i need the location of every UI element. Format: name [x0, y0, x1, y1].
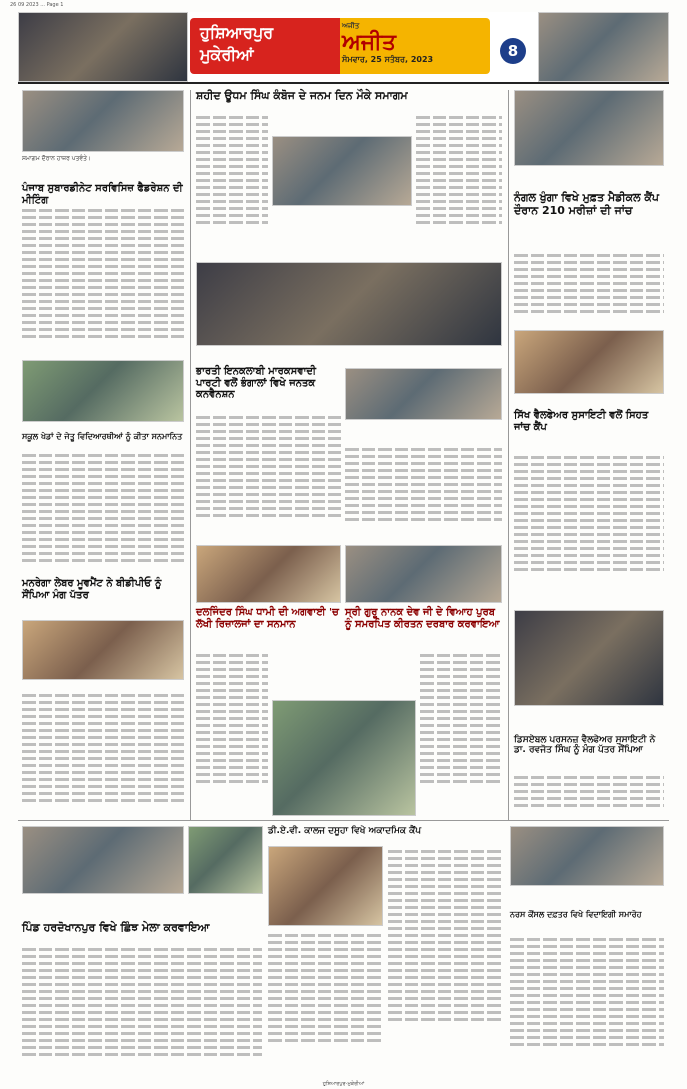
- story-text: [416, 112, 502, 262]
- story-text: [196, 650, 268, 818]
- story-photo: [196, 262, 502, 346]
- masthead-left-title: ਹੁਸ਼ਿਆਰਪੁਰ ਮੁਕੇਰੀਆਂ: [200, 23, 274, 64]
- masthead-photo-right: [538, 12, 669, 82]
- column-rule: [190, 90, 191, 820]
- story-photo: [514, 330, 664, 394]
- section-rule: [18, 820, 669, 821]
- story-text: [345, 444, 502, 538]
- story-photo: [188, 826, 263, 894]
- story-photo: [22, 620, 184, 680]
- headline-s7: ਸਿੱਖ ਵੈਲਫੇਅਰ ਸੁਸਾਇਟੀ ਵਲੋਂ ਸਿਹਤ ਜਾਂਚ ਕੈਂਪ: [514, 410, 649, 433]
- story-photo: [196, 545, 341, 603]
- headline-s10: ਡਿਸਏਬਲ ਪਰਸਨਜ਼ ਵੈਲਫੇਅਰ ਸੁਸਾਇਟੀ ਨੇ ਡਾ. ਰਵਜੋਤ ਸਿੰਘ ਨੂੰ ਮੰਗ ਪੱਤਰ ਸੌਂਪਿਆ: [514, 735, 656, 756]
- masthead-photo-left: [18, 12, 188, 82]
- paper-title: ਅਜੀਤ: [342, 30, 396, 55]
- print-strip: 26 09 2023 ... Page 1: [10, 2, 64, 8]
- headline-s11: ਪਿੰਡ ਹਰਦੋਖਾਨਪੁਰ ਵਿਖੇ ਛਿੰਝ ਮੇਲਾ ਕਰਵਾਇਆ: [22, 921, 210, 934]
- story-text: [268, 930, 383, 1074]
- story-photo: [272, 700, 416, 816]
- story-text: [22, 690, 184, 818]
- story-text: [22, 450, 184, 572]
- column-rule: [508, 90, 509, 820]
- headline-s3: ਸਕੂਲ ਖੇਡਾਂ ਦੇ ਜੇਤੂ ਵਿਦਿਆਰਥੀਆਂ ਨੂੰ ਕੀਤਾ ਸਨਮਾਨਿਤ: [22, 432, 183, 441]
- story-text: [514, 452, 664, 602]
- edition-label: ਅਜੀਤ: [342, 22, 360, 30]
- page-footer: ਹੁਸ਼ਿਆਰਪੁਰ-ਮੁਕੇਰੀਆਂ: [322, 1081, 365, 1087]
- story-photo: [22, 90, 184, 152]
- page-number: 8: [500, 38, 526, 64]
- story-photo: [345, 545, 502, 603]
- headline-s5: ਭਾਰਤੀ ਇਨਕਲਾਬੀ ਮਾਰਕਸਵਾਦੀ ਪਾਰਟੀ ਵਲੋਂ ਭੰਗਾਲਾਂ ਵਿਖੇ ਜਨਤਕ ਕਨਵੈਨਸ਼ਨ: [196, 366, 317, 400]
- story-photo: [272, 136, 412, 206]
- story-photo: [510, 826, 664, 886]
- headline-s12: ਡੀ.ਏ.ਵੀ. ਕਾਲਜ ਦਸੂਹਾ ਵਿਖੇ ਅਕਾਦਮਿਕ ਕੈਂਪ: [268, 826, 422, 836]
- masthead-right: [342, 22, 482, 70]
- story-text: [514, 772, 664, 818]
- story-text: [196, 112, 268, 262]
- photo-caption: ਸਮਾਗਮ ਦੌਰਾਨ ਹਾਜ਼ਰ ਪਤਵੰਤੇ।: [22, 155, 92, 162]
- story-text: [420, 650, 502, 818]
- headline-s6: ਨੰਗਲ ਖੁੰਗਾ ਵਿਖੇ ਮੁਫ਼ਤ ਮੈਡੀਕਲ ਕੈਂਪ ਦੌਰਾਨ 210 ਮਰੀਜ਼ਾਂ ਦੀ ਜਾਂਚ: [514, 191, 660, 217]
- story-text: [22, 944, 262, 1074]
- story-photo: [22, 826, 184, 894]
- headline-s9: ਸ੍ਰੀ ਗੁਰੂ ਨਾਨਕ ਦੇਵ ਜੀ ਦੇ ਵਿਆਹ ਪੁਰਬ ਨੂੰ ਸਮਰਪਿਤ ਕੀਰਤਨ ਦਰਬਾਰ ਕਰਵਾਇਆ: [345, 607, 500, 630]
- story-text: [388, 846, 504, 1074]
- story-photo: [345, 368, 502, 420]
- story-photo: [22, 360, 184, 422]
- headline-s4: ਮਨਰੇਗਾ ਲੇਬਰ ਮੂਵਮੈਂਟ ਨੇ ਬੀਡੀਪੀਓ ਨੂੰ ਸੌਂਪਿਆ ਮੰਗ ਪੱਤਰ: [22, 578, 162, 601]
- story-text: [514, 250, 664, 328]
- headline-s1: ਸ਼ਹੀਦ ਊਧਮ ਸਿੰਘ ਕੰਬੋਜ ਦੇ ਜਨਮ ਦਿਨ ਮੌਕੇ ਸਮਾਗਮ: [196, 89, 408, 102]
- story-text: [22, 205, 184, 350]
- headline-s13: ਨਰਸ ਕੌਂਸਲ ਦਫ਼ਤਰ ਵਿਖੇ ਵਿਦਾਇਗੀ ਸਮਾਰੋਹ: [510, 910, 642, 919]
- headline-s2: ਪੰਜਾਬ ਸੁਬਾਰਡੀਨੇਟ ਸਰਵਿਸਿਜ਼ ਫੈਡਰੇਸ਼ਨ ਦੀ ਮੀਟਿੰਗ: [22, 183, 183, 206]
- headline-s8: ਦਲਜਿੰਦਰ ਸਿੰਘ ਧਾਮੀ ਦੀ ਅਗਵਾਈ 'ਚ ਲੱਖੀ ਰਿਜ਼ਾਲਜਾਂ ਦਾ ਸਨਮਾਨ: [196, 607, 339, 630]
- story-photo: [514, 610, 664, 706]
- story-photo: [268, 846, 383, 926]
- story-text: [196, 412, 341, 538]
- story-text: [510, 934, 664, 1074]
- story-photo: [514, 90, 664, 166]
- issue-date: ਸੋਮਵਾਰ, 25 ਸਤੰਬਰ, 2023: [342, 55, 434, 64]
